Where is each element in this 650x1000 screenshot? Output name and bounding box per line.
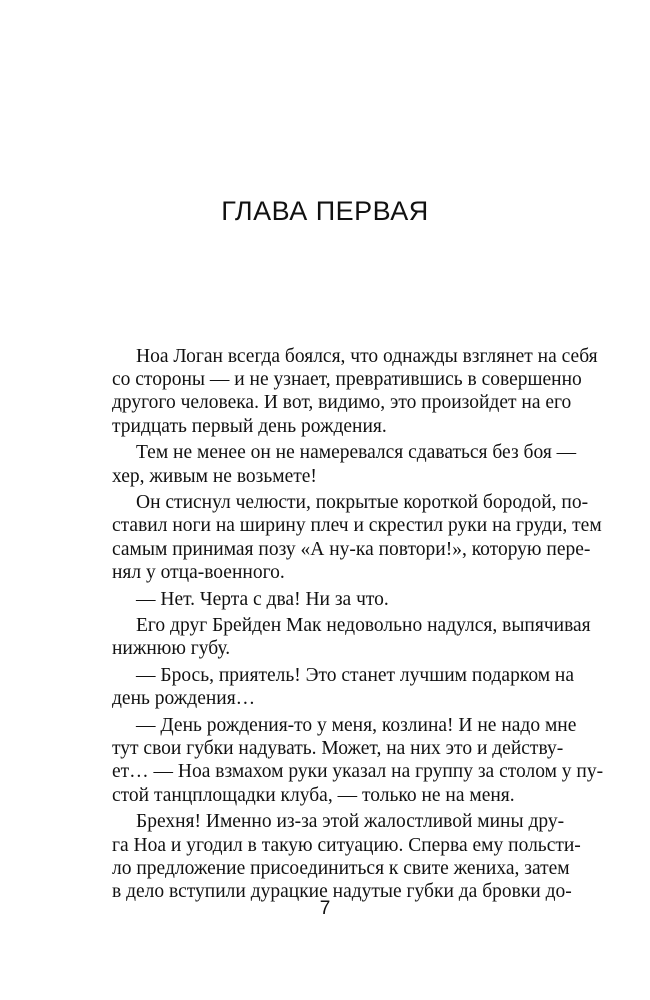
paragraph [88,345,598,438]
paragraph [88,441,577,487]
text-line: га Ноа и угодил в такую ситуацию. Сперва ему польсти- [112,834,581,856]
text-line: нижнюю губу. [112,638,231,660]
paragraph [88,714,604,807]
text-line: хер, живым не возьмете! [112,465,317,487]
text-line: — Брось, приятель! Это станет лучшим подарком на [136,665,575,687]
text-line: тридцать первый день рождения. [112,415,387,437]
text-line: Ноа Логан всегда боялся, что однажды взглянет на себя [136,346,598,367]
text-line: Его друг Брейден Мак недовольно надулся, выпячивая [136,615,591,637]
text-line: — День рождения-то у меня, козлина! И не надо мне [136,715,577,737]
text-line: ет… — Ноа взмахом руки указал на группу за столом у пу- [112,761,604,783]
chapter-title: ГЛАВА ПЕРВАЯ [221,196,429,226]
text-line: Брехня! Именно из-за этой жалостливой мины дру- [136,811,565,833]
text-line: другого человека. И вот, видимо, это произойдет на его [112,392,572,414]
text-line: — Нет. Черта с два! Ни за что. [136,588,389,610]
text-line: ставил ноги на ширину плеч и скрестил руки на груди, тем [112,515,602,537]
text-line: стой танцплощадки клуба, — только не на меня. [112,784,515,806]
paragraph [88,614,591,660]
text-line: со стороны — и не узнает, превратившись в совершенно [112,369,582,391]
text-line: Он стиснул челюсти, покрытые короткой бородой, по- [136,492,589,514]
paragraph [88,588,558,611]
text-line: ло предложение присоединиться к свите жениха, затем [112,857,570,879]
text-line: тут свои губки надувать. Может, на них это и действу- [112,738,564,760]
text-line: самым принимая позу «А ну-ка повтори!», которую пере- [112,538,591,560]
text-line: день рождения… [112,688,256,710]
paragraph [88,810,581,903]
text-line: в дело вступили дурацкие надутые губки да бровки до- [112,880,572,902]
paragraph [88,491,602,584]
text-line: нял у отца-военного. [112,561,285,583]
page-number: 7 [319,898,331,919]
paragraph [88,664,575,710]
chapter-body [88,345,604,903]
text-line: Тем не менее он не намеревался сдаваться без боя — [136,442,577,464]
